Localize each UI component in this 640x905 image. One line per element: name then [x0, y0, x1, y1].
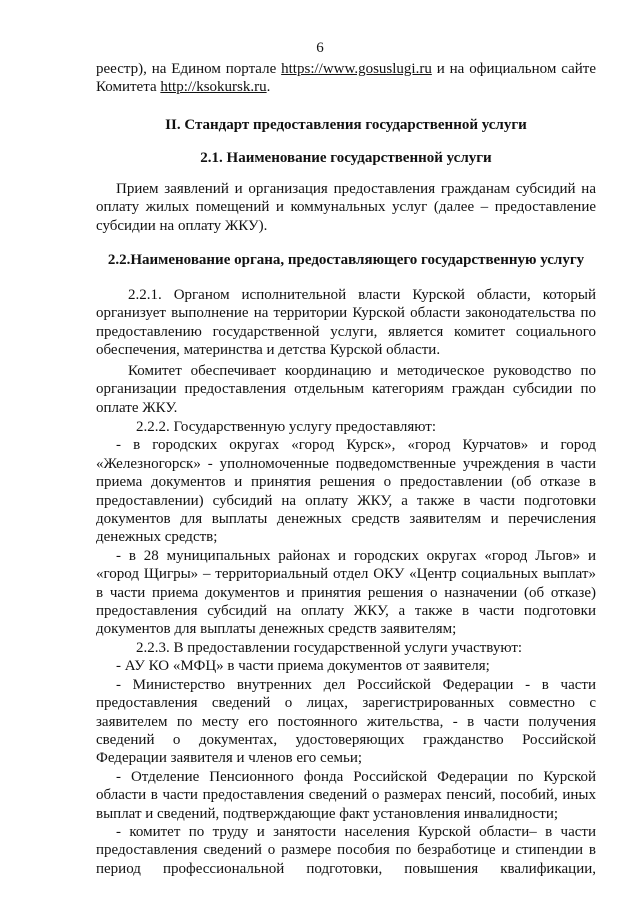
text-line: - Отделение Пенсионного фонда Российской Федерации по Курской [116, 768, 596, 785]
text-line: - комитет по труду и занятости населения Курской области– в части [116, 823, 596, 840]
text-line: обеспечения, материнства и детства Курской области. [96, 342, 441, 359]
intro-line-1 [96, 60, 596, 78]
text-line: Федерации заявителя и членов его семьи; [96, 750, 363, 767]
section-title: II. Стандарт предоставления государственной услуги [165, 117, 527, 133]
text-line: «город Щигры» – территориальный отдел ОКУ «Центр социальных выплат» [96, 566, 596, 583]
subsection-title-2-1: 2.1. Наименование государственной услуги [200, 150, 492, 166]
subsection-title-2-2: 2.2.Наименование органа, предоставляющего государственную услугу [107, 252, 585, 268]
text-line: предоставлению государственной услуги, является комитет социального [96, 323, 596, 340]
text-line: предоставления сведений о размере пособия по безработице и стипендии в [96, 842, 596, 859]
text-line: предоставления сведений о лицах, зарегистрированных совместно с [96, 695, 596, 712]
text-line: заявителем по месту его постоянного жительства, - в части получения [96, 713, 596, 730]
text-line: документов для выплаты денежных средств заявителям; [96, 621, 457, 638]
text-line: области в части предоставления сведений о размерах пенсий, пособий, иных [96, 787, 596, 804]
text-line: в части приема документов и принятия решения о назначении (об отказе) [96, 584, 596, 601]
text-line: оплату жилых помещений и коммунальных услуг (далее – предоставление [96, 199, 596, 216]
intro-text: и на официальном сайте [431, 61, 597, 77]
text-line: Комитет обеспечивает координацию и методическое руководство по [128, 363, 596, 379]
text-line: Прием заявлений и организация предоставления гражданам субсидий на [116, 181, 596, 197]
text-line: - Министерство внутренних дел Российской Федерации - в части [116, 676, 596, 693]
text-line: предоставлении) субсидий на оплату ЖКУ, а также в части подготовки [96, 492, 596, 509]
intro-text: реестр), на Едином портале [96, 61, 282, 77]
intro-paragraph [96, 60, 596, 97]
text-line: - АУ КО «МФЦ» в части приема документов от заявителя; [116, 658, 490, 675]
text-line: - в 28 муниципальных районах и городских округах «город Льгов» и [116, 547, 596, 564]
intro-text: . [266, 79, 271, 96]
text-line: - в городских округах «город Курск», «город Курчатов» и город [116, 437, 596, 454]
paragraph-coordination [96, 362, 596, 417]
text-line: 2.2.1. Органом исполнительной власти Курской области, который [128, 287, 596, 303]
text-line: сведений о документах, удостоверяющих гражданство Российской [96, 731, 596, 748]
paragraph-2-2-2 [96, 418, 596, 639]
text-line: документов для выплаты денежных средств заявителям и перечисления [96, 510, 596, 527]
text-line: выплат и сведений, подтверждающие факт установления инвалидности; [96, 805, 559, 822]
text-line: организации предоставления отдельным категориям граждан субсидии по [96, 381, 596, 398]
intro-text: Комитета [96, 79, 161, 96]
page-number: 6 [316, 40, 324, 56]
text-line: 2.2.2. Государственную услугу предоставляют: [136, 419, 436, 435]
paragraph-2-2-3 [96, 639, 596, 878]
text-line: предоставления субсидий на оплату ЖКУ, а также в части подготовки [96, 602, 596, 619]
paragraph-2-1 [96, 180, 596, 235]
text-line: «Железногорск» - уполномоченные подведомственные учреждения в части [96, 455, 596, 472]
intro-line-2 [96, 78, 596, 96]
text-line: денежных средств; [96, 529, 218, 546]
text-line: 2.2.3. В предоставлении государственной услуги участвуют: [136, 640, 523, 656]
gosuslugi-link[interactable]: https://www.gosuslugi.ru [281, 61, 432, 77]
text-line: субсидии на оплату ЖКУ). [96, 217, 268, 234]
ksokursk-link[interactable]: http://ksokursk.ru [160, 79, 267, 96]
text-line: организует выполнение на территории Курской области законодательства по [96, 305, 596, 322]
text-line: приема документов и принятия решения о предоставлении (об отказе в [96, 474, 596, 491]
text-line: период профессиональной подготовки, повышения квалификации, [96, 860, 596, 877]
text-line: оплате ЖКУ. [96, 399, 178, 416]
paragraph-2-2-1 [96, 286, 596, 360]
